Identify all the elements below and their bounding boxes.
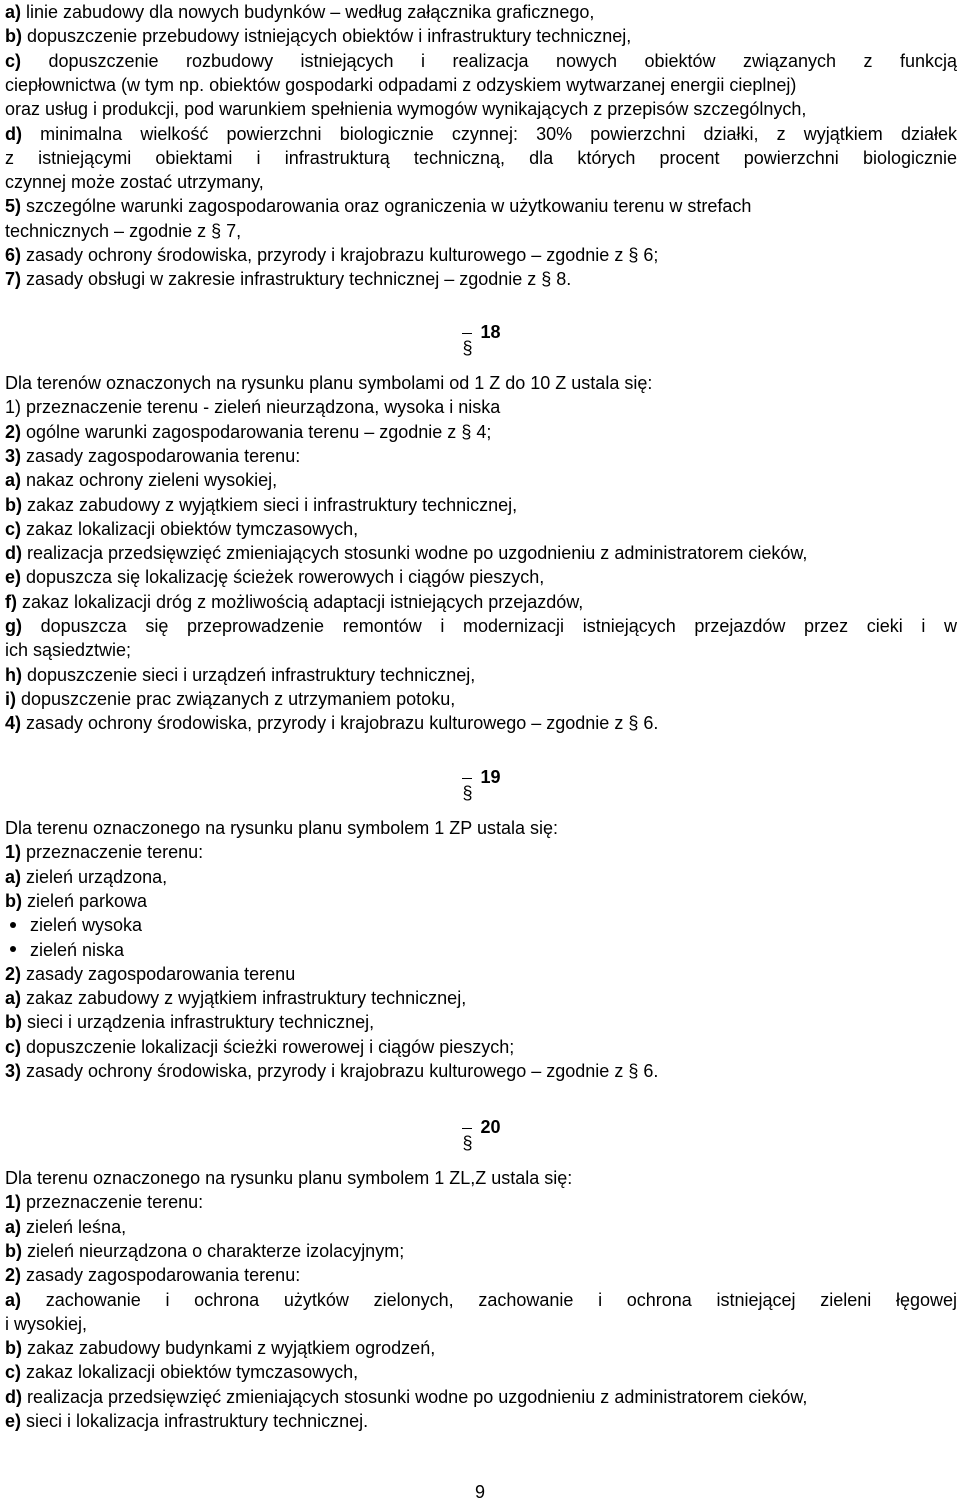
list-label: 5) [5,196,22,217]
list-label: a) [5,2,22,22]
line-text: dopuszczenie przebudowy istniejących obiektów i infrastruktury technicznej, [22,26,632,47]
list-label: 6) [5,245,22,265]
line-text: Dla terenu oznaczonego na rysunku planu symbolem 1 ZP ustala się: [5,818,558,838]
list-label: a) [5,1289,22,1310]
line-text: dopuszczenie sieci i urządzeń infrastruktury technicznej, [22,664,476,685]
text-line [5,1360,957,1384]
bullet-item [10,913,950,937]
text-line [5,170,957,194]
line-text: zakaz lokalizacji dróg z możliwością adaptacji istniejących przejazdów, [17,591,584,612]
section-number: 19 [480,767,501,787]
list-label: e) [5,567,22,588]
bullet-icon [10,946,16,952]
list-label: 2) [5,421,22,442]
list-label: 3) [5,445,22,466]
list-label: e) [5,1411,22,1431]
list-label: b) [5,890,22,911]
list-label: 2) [5,1265,22,1286]
text-line [5,1035,957,1059]
list-label: b) [5,494,22,515]
line-text: przeznaczenie terenu: [21,842,204,863]
line-text: sieci i lokalizacja infrastruktury technicznej. [21,1411,369,1431]
list-label: d) [5,123,22,144]
line-text: Dla terenu oznaczonego na rysunku planu symbolem 1 ZL,Z ustala się: [5,1168,573,1188]
line-text: zasady zagospodarowania terenu: [21,1265,301,1286]
line-text: zasady ochrony środowiska, przyrody i krajobrazu kulturowego – zgodnie z § 6. [21,713,659,734]
line-text: i wysokiej, [5,1313,88,1334]
text-line [5,444,957,468]
text-line [5,1215,957,1239]
text-line [5,371,957,395]
section-heading-19 [0,765,960,789]
line-text: realizacja przedsięwzięć zmieniających stosunki wodne po uzgodnieniu z administratorem cieków, [22,1386,808,1407]
line-text: sieci i urządzenia infrastruktury technicznej, [22,1012,375,1033]
bullet-item [10,938,950,962]
line-text: technicznych – zgodnie z § 7, [5,220,242,241]
line-text: zasady zagospodarowania terenu: [21,445,301,466]
line-text: zieleń nieurządzona o charakterze izolacyjnym; [22,1240,405,1261]
line-text: zakaz zabudowy z wyjątkiem infrastruktury technicznej, [21,988,467,1009]
text-line [5,1239,957,1263]
line-text: oraz usług i produkcji, pod warunkiem spełnienia wymogów wynikających z przepisów szczególnych, [5,99,807,120]
section-number: 20 [480,1117,501,1137]
line-text: z istniejącymi obiektami i infrastrukturą techniczną, dla których procent powierzchni biologicznie [5,147,957,168]
text-line [5,146,957,170]
line-text: zakaz zabudowy z wyjątkiem sieci i infrastruktury technicznej, [22,494,518,515]
text-line [5,590,957,614]
line-text: ich sąsiedztwie; [5,640,132,661]
list-label: a) [5,866,22,887]
line-text: dopuszczenie rozbudowy istniejących i realizacja nowych obiektów związanych z funkcją [21,50,957,71]
list-label: g) [5,616,22,636]
line-text: minimalna wielkość powierzchni biologicznie czynnej: 30% powierzchni działki, z wyjątkiem działek [22,123,957,144]
text-line [5,73,957,97]
text-line [5,24,957,48]
list-label: d) [5,1386,22,1407]
text-line [5,1312,957,1336]
line-text: zieleń leśna, [21,1216,127,1237]
list-label: 3) [5,1061,22,1081]
text-line [5,565,957,589]
line-text: zakaz lokalizacji obiektów tymczasowych, [21,1362,359,1383]
line-text: ogólne warunki zagospodarowania terenu – zgodnie z § 4; [21,421,492,442]
text-line [5,1010,957,1034]
page-number: 9 [474,1482,485,1502]
line-text: dopuszcza się lokalizację ścieżek rowerowych i ciągów pieszych, [21,567,545,588]
list-label: 7) [5,269,22,290]
section-heading-20 [0,1115,960,1139]
line-text: zasady ochrony środowiska, przyrody i krajobrazu kulturowego – zgodnie z § 6; [21,245,659,265]
line-text: zachowanie i ochrona użytków zielonych, zachowanie i ochrona istniejącej zieleni łęgowej [21,1289,957,1310]
list-label: a) [5,470,22,491]
line-text: dopuszcza się przeprowadzenie remontów i modernizacji istniejących przejazdów przez cieki i w [22,616,957,636]
list-label: a) [5,988,22,1009]
text-line [5,816,957,840]
text-line [5,1385,957,1409]
bullet-text: zieleń wysoka [30,915,143,936]
text-line [5,1190,957,1214]
text-line [5,1409,957,1433]
line-text: dopuszczenie prac związanych z utrzymaniem potoku, [16,688,456,709]
list-label: 1) [5,1192,22,1213]
text-line [5,219,957,243]
list-label: d) [5,543,22,564]
list-label: h) [5,664,22,685]
list-label: c) [5,50,22,71]
text-line [5,49,957,73]
list-label: a) [5,1216,22,1237]
list-label: 1) [5,842,22,863]
text-line [5,614,957,638]
text-line [5,194,957,218]
line-text: 1) przeznaczenie terenu - zieleń nieurządzona, wysoka i niska [5,397,501,418]
list-label: c) [5,518,22,539]
line-text: zakaz lokalizacji obiektów tymczasowych, [21,518,359,539]
bullet-text: zieleń niska [30,939,125,960]
line-text: Dla terenów oznaczonych na rysunku planu symbolami od 1 Z do 10 Z ustala się: [5,373,653,393]
line-text: zakaz zabudowy budynkami z wyjątkiem ogrodzeń, [22,1338,436,1359]
list-label: f) [5,591,17,612]
text-line [5,122,957,146]
text-line [5,1288,957,1312]
text-line [5,243,957,267]
line-text: zasady ochrony środowiska, przyrody i krajobrazu kulturowego – zgodnie z § 6. [21,1061,659,1081]
text-line [5,541,957,565]
text-line [5,267,957,291]
text-line [5,395,957,419]
list-label: c) [5,1036,22,1057]
line-text: czynnej może zostać utrzymany, [5,172,264,193]
section-heading-18 [0,320,960,344]
list-label: b) [5,1338,22,1359]
line-text: nakaz ochrony zieleni wysokiej, [21,470,278,491]
list-label: b) [5,26,22,47]
text-line [5,1336,957,1360]
line-text: zasady obsługi w zakresie infrastruktury technicznej – zgodnie z § 8. [21,269,572,290]
line-text: dopuszczenie lokalizacji ścieżki rowerowej i ciągów pieszych; [21,1036,515,1057]
bullet-icon [10,922,16,928]
text-line [5,1263,957,1287]
line-text: zieleń parkowa [22,890,148,911]
text-line [5,0,957,24]
text-line [5,1059,957,1083]
text-line [5,687,957,711]
text-line [5,663,957,687]
text-line [5,1166,957,1190]
text-line [5,493,957,517]
list-label: b) [5,1240,22,1261]
text-line [5,97,957,121]
text-line [5,865,957,889]
line-text: ciepłownictwa (w tym np. obiektów gospodarki odpadami z odzyskiem wytwarzanej energii cieplnej) [5,74,797,95]
line-text: zasady zagospodarowania terenu [21,963,296,984]
text-line [5,468,957,492]
line-text: zieleń urządzona, [21,866,168,887]
text-line [5,986,957,1010]
line-text: realizacja przedsięwzięć zmieniających stosunki wodne po uzgodnieniu z administratorem cieków, [22,543,808,564]
line-text: przeznaczenie terenu: [21,1192,204,1213]
text-line [5,711,957,735]
text-line [5,840,957,864]
text-line [5,889,957,913]
list-label: 4) [5,713,22,734]
text-line [5,638,957,662]
list-label: c) [5,1362,22,1383]
list-label: 2) [5,963,22,984]
line-text: linie zabudowy dla nowych budynków – według załącznika graficznego, [21,2,595,22]
text-line [5,962,957,986]
text-line [5,420,957,444]
list-label: i) [5,688,16,709]
list-label: b) [5,1012,22,1033]
section-number: 18 [480,322,501,342]
line-text: szczególne warunki zagospodarowania oraz ograniczenia w użytkowaniu terenu w strefach [21,196,752,217]
text-line [5,517,957,541]
